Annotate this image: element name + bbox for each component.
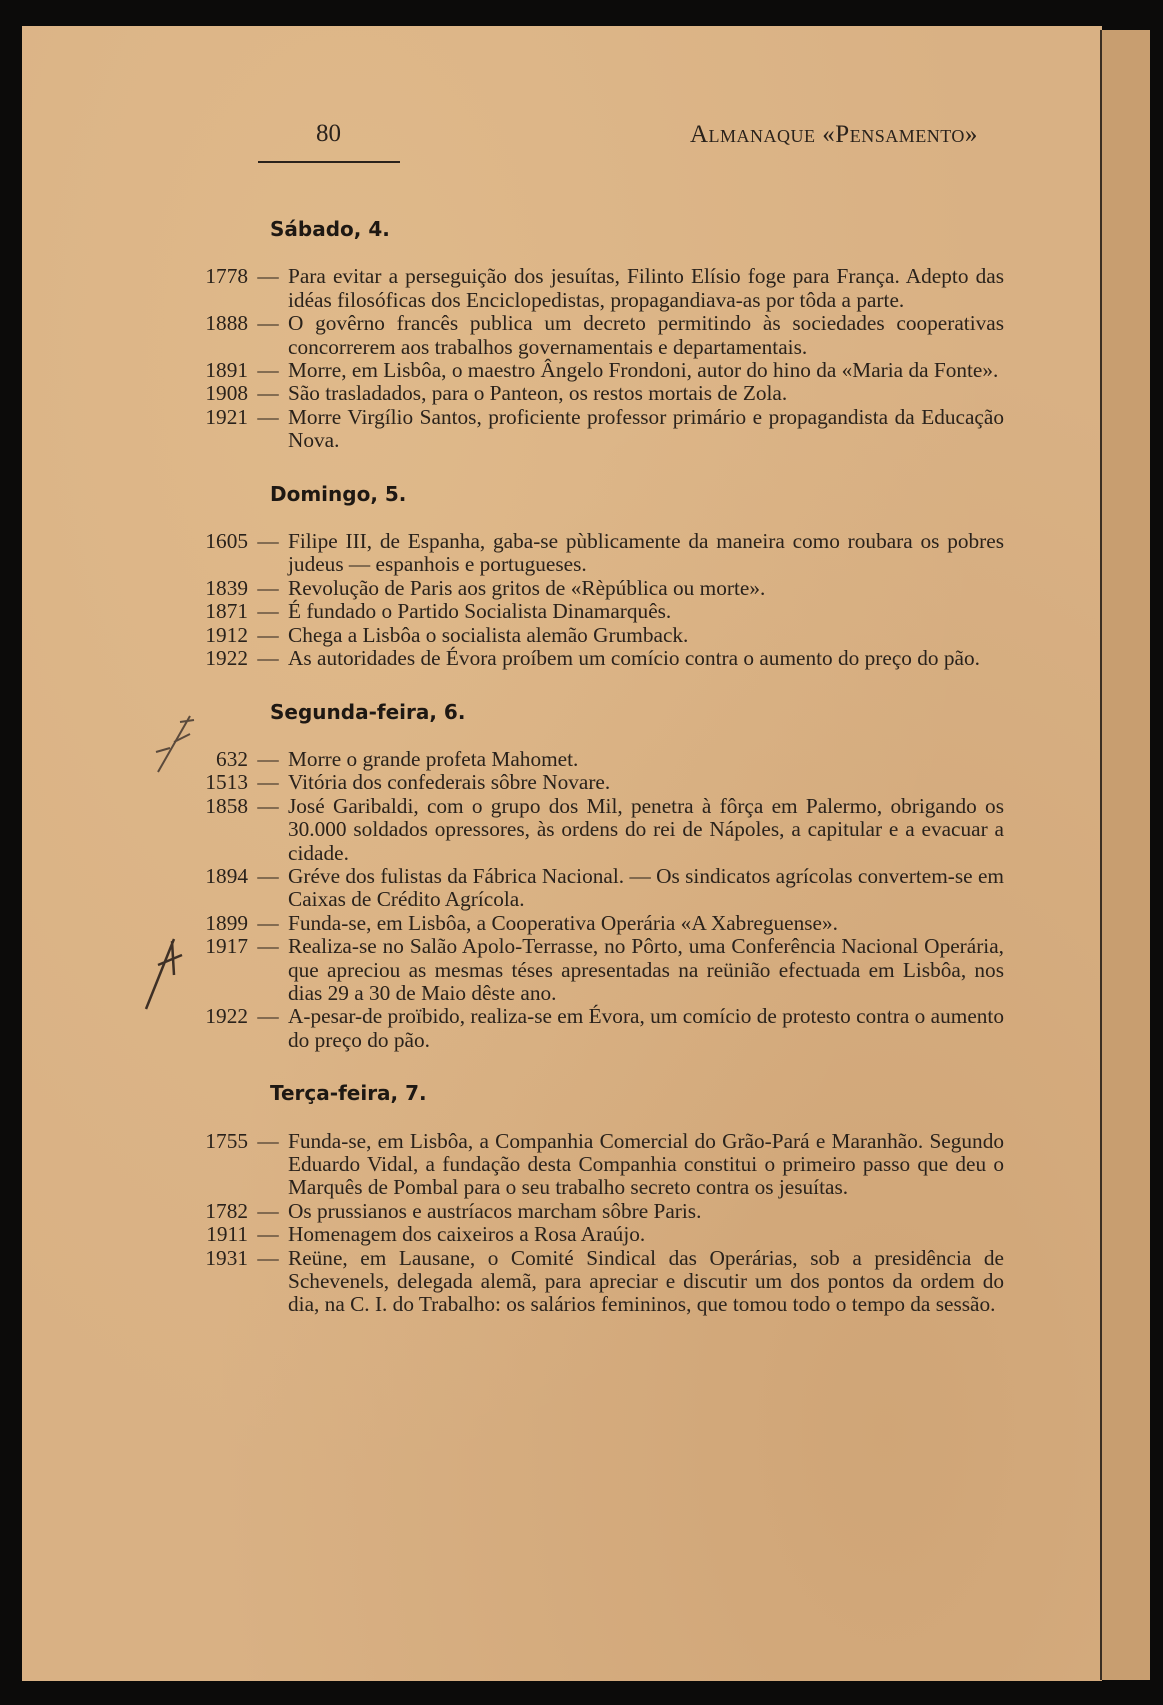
entry-text: Para evitar a perseguição dos jesuítas, Filinto Elísio foge para França. Adepto das idéas filosóficas dos Enciclopedistas, propagandiava-as por tôda a parte. — [288, 264, 1004, 312]
entry: 1911 — Homenagem dos caixeiros a Rosa Araújo. — [200, 1223, 1004, 1246]
entry: 1922 — A-pesar-de proïbido, realiza-se em Évora, um comício de protesto contra o aumento do preço do pão. — [200, 1005, 1004, 1052]
entry-text: Gréve dos fulistas da Fábrica Nacional. — Os sindicatos agrícolas convertem-se em Caixas de Crédito Agrícola. — [288, 863, 1004, 912]
entry: 1782 — Os prussianos e austríacos marcham sôbre Paris. — [200, 1200, 1004, 1223]
entry-year: 1839 — [205, 575, 248, 600]
page-number: 80 — [316, 120, 341, 147]
entry-text: Morre, em Lisbôa, o maestro Ângelo Frondoni, autor do hino da «Maria da Fonte». — [288, 358, 999, 383]
entry-year: 1871 — [205, 599, 248, 624]
entry-year: 1513 — [205, 770, 248, 795]
entry-year: 1891 — [205, 358, 248, 383]
entry: 1908 — São trasladados, para o Panteon, os restos mortais de Zola. — [200, 382, 1004, 405]
day-heading: Sábado, 4. — [270, 217, 390, 241]
page-edge — [1100, 30, 1150, 1680]
pencil-mark-icon — [138, 935, 188, 1015]
entry-text: Vitória dos confederais sôbre Novare. — [288, 770, 611, 795]
entry-text: As autoridades de Évora proíbem um comício contra o aumento do preço do pão. — [288, 646, 980, 671]
entry-text: José Garibaldi, com o grupo dos Mil, penetra à fôrça em Palermo, obrigando os 30.000 soldados opressores, às ordens do rei de Nápoles, a capitular e a evacuar a cidade. — [288, 793, 1004, 865]
entry: 1922 — As autoridades de Évora proíbem um comício contra o aumento do preço do pão. — [200, 647, 1004, 670]
header-rule — [258, 161, 400, 163]
day-section-saturday — [200, 218, 1004, 453]
entry-year: 1755 — [205, 1128, 248, 1153]
entry: 1605 — Filipe III, de Espanha, gaba-se pùblicamente da maneira como roubara os pobres judeus — espanhois e portugueses. — [200, 530, 1004, 577]
entry: 1858 — José Garibaldi, com o grupo dos Mil, penetra à fôrça em Palermo, obrigando os 30.000 soldados opressores, às ordens do rei de Nápoles, a capitular e a evacuar a cidade. — [200, 795, 1004, 865]
entry-year: 1782 — [205, 1198, 248, 1223]
entry: 1912 — Chega a Lisbôa o socialista alemão Grumback. — [200, 624, 1004, 647]
entry-year: 632 — [216, 746, 248, 771]
entry-year: 1911 — [206, 1222, 248, 1247]
entry-year: 1778 — [205, 264, 248, 289]
entry-year: 1899 — [205, 910, 248, 935]
day-heading: Terça-feira, 7. — [270, 1081, 427, 1106]
entry-year: 1605 — [205, 529, 248, 554]
entry-year: 1908 — [205, 381, 248, 406]
entry: 1891 — Morre, em Lisbôa, o maestro Ângelo Frondoni, autor do hino da «Maria da Fonte». — [200, 359, 1004, 382]
entry: 1931 — Reüne, em Lausane, o Comité Sindical das Operárias, sob a presidência de Schevenels, delegada alemã, para apreciar e discutir um dos pontos da ordem do dia, na C. I. do Trabalho: os salários femininos, que tomou todo o tempo da sessão. — [200, 1247, 1004, 1317]
entry: 1888 — O govêrno francês publica um decreto permitindo às sociedades cooperativas concorrerem aos trabalhos governamentais e departamentais. — [200, 312, 1004, 359]
day-heading: Domingo, 5. — [270, 481, 407, 506]
entry-year: 1894 — [205, 863, 248, 888]
entry-text: Morre o grande profeta Mahomet. — [288, 746, 579, 771]
entry-text: Morre Virgílio Santos, proficiente professor primário e propagandista da Educação Nova. — [288, 404, 1004, 453]
entry-text: O govêrno francês publica um decreto permitindo às sociedades cooperativas concorrerem aos trabalhos governamentais e departamentais. — [288, 311, 1004, 359]
entry: 1513 — Vitória dos confederais sôbre Novare. — [200, 771, 1004, 794]
entry-year: 1921 — [205, 404, 248, 429]
running-title: Almanaque «Pensamento» — [690, 121, 978, 148]
entry-year: 1912 — [205, 622, 248, 647]
entry-text: Funda-se, em Lisbôa, a Companhia Comercial do Grão-Pará e Maranhão. Segundo Eduardo Vidal, a fundação desta Companhia constitui o primeiro passo que deu o Marquês de Pombal para o seu trabalho secreto contra os jesuítas. — [288, 1128, 1004, 1200]
entry-text: Funda-se, em Lisbôa, a Cooperativa Operária «A Xabreguense». — [288, 910, 838, 935]
entry: 1778 — Para evitar a perseguição dos jesuítas, Filinto Elísio foge para França. Adepto das idéas filosóficas dos Enciclopedistas, propagandiava-as por tôda a parte. — [200, 265, 1004, 312]
entry-text: Realiza-se no Salão Apolo-Terrasse, no Pôrto, uma Conferência Nacional Operária, que apreciou as mesmas téses apresentadas na reünião efectuada em Lisbôa, nos dias 29 a 30 de Maio dêste ano. — [288, 934, 1004, 1005]
entry-year: 1858 — [205, 793, 248, 818]
almanac-content — [200, 218, 1004, 1317]
day-heading: Segunda-feira, 6. — [270, 699, 466, 724]
entry: 1755 — Funda-se, em Lisbôa, a Companhia Comercial do Grão-Pará e Maranhão. Segundo Eduardo Vidal, a fundação desta Companhia constitui o primeiro passo que deu o Marquês de Pombal para o seu trabalho secreto contra os jesuítas. — [200, 1130, 1004, 1200]
entry-text: Chega a Lisbôa o socialista alemão Grumback. — [288, 622, 689, 647]
entry: 1871 — É fundado o Partido Socialista Dinamarquês. — [200, 600, 1004, 623]
day-section-tuesday — [200, 1082, 1004, 1317]
day-section-sunday — [200, 483, 1004, 671]
entry-year: 1917 — [205, 934, 248, 959]
entry-year: 1922 — [205, 1004, 248, 1029]
entry: 1899 — Funda-se, em Lisbôa, a Cooperativa Operária «A Xabreguense». — [200, 912, 1004, 935]
entry-text: Filipe III, de Espanha, gaba-se pùblicamente da maneira como roubara os pobres judeus — espanhois e portugueses. — [288, 529, 1004, 577]
entry-year: 1922 — [205, 646, 248, 671]
entry: 1894 — Gréve dos fulistas da Fábrica Nacional. — Os sindicatos agrícolas convertem-se em Caixas de Crédito Agrícola. — [200, 865, 1004, 912]
entry-text: A-pesar-de proïbido, realiza-se em Évora, um comício de protesto contra o aumento do preço do pão. — [288, 1004, 1004, 1052]
entry-text: Revolução de Paris aos gritos de «Rèpública ou morte». — [288, 575, 766, 600]
entry-year: 1888 — [205, 311, 248, 336]
entry: 632 — Morre o grande profeta Mahomet. — [200, 748, 1004, 771]
entry-text: Os prussianos e austríacos marcham sôbre Paris. — [288, 1198, 702, 1223]
entry-text: É fundado o Partido Socialista Dinamarquês. — [288, 599, 672, 624]
entry-text: São trasladados, para o Panteon, os restos mortais de Zola. — [288, 381, 788, 406]
pencil-mark-icon — [150, 712, 198, 778]
entry-text: Reüne, em Lausane, o Comité Sindical das Operárias, sob a presidência de Schevenels, delegada alemã, para apreciar e discutir um dos pontos da ordem do dia, na C. I. do Trabalho: os salários femininos, que tomou todo o tempo da sessão. — [288, 1245, 1004, 1317]
entry: 1921 — Morre Virgílio Santos, proficiente professor primário e propagandista da Educação Nova. — [200, 406, 1004, 453]
entry: 1839 — Revolução de Paris aos gritos de «Rèpública ou morte». — [200, 577, 1004, 600]
entry-year: 1931 — [205, 1245, 248, 1270]
entry: 1917 — Realiza-se no Salão Apolo-Terrasse, no Pôrto, uma Conferência Nacional Operária, que apreciou as mesmas téses apresentadas na reünião efectuada em Lisbôa, nos dias 29 a 30 de Maio dêste ano. — [200, 935, 1004, 1005]
day-section-monday — [200, 701, 1004, 1053]
entry-text: Homenagem dos caixeiros a Rosa Araújo. — [288, 1222, 646, 1247]
